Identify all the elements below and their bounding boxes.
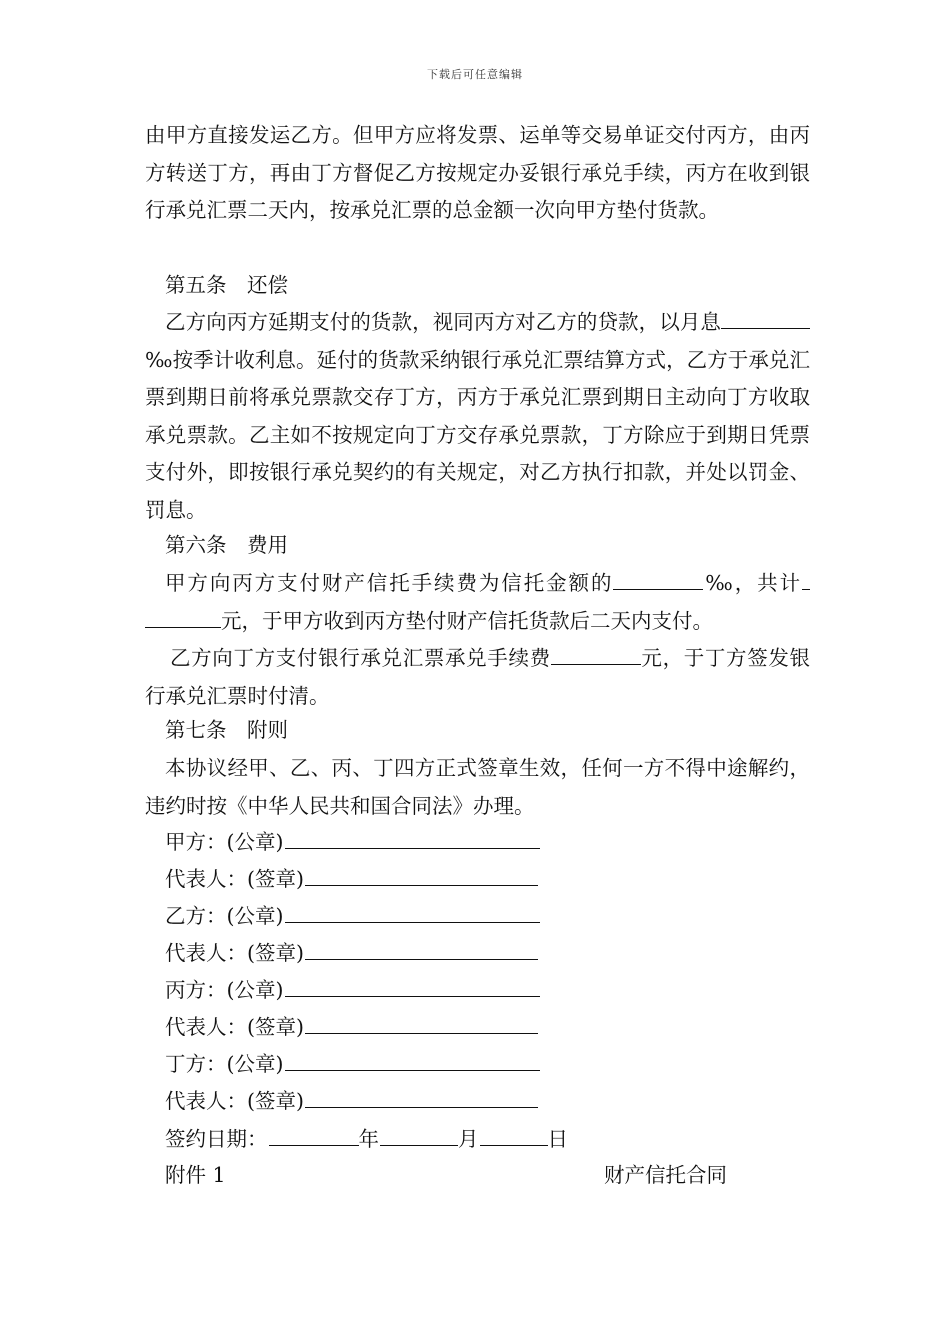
date-label: 签约日期： xyxy=(165,1127,268,1151)
day-label: 日 xyxy=(547,1127,568,1151)
acceptance-fee-blank xyxy=(551,642,641,665)
signature-row xyxy=(165,826,540,856)
article-5-paragraph xyxy=(145,304,810,529)
signature-label: 丁方：(公章) xyxy=(165,1052,284,1076)
article-7-text: 本协议经甲、乙、丙、丁四方正式签章生效，任何一方不得中途解约，违约时按《中华人民共和国合同法》办理。 xyxy=(145,756,810,818)
paragraph-text: 由甲方直接发运乙方。但甲方应将发票、运单等交易单证交付丙方，由丙方转送丁方，再由丁方督促乙方按规定办妥银行承兑手续，丙方在收到银行承兑汇票二天内，按承兑汇票的总金额一次向甲方垫付货款。 xyxy=(145,123,810,222)
signature-row xyxy=(165,1048,540,1078)
article-6-text-2 xyxy=(145,640,810,715)
article-7-title: 第七条 附则 xyxy=(165,718,288,742)
contract-title: 财产信托合同 xyxy=(604,1163,727,1187)
signature-blank xyxy=(305,863,538,886)
month-blank xyxy=(380,1123,458,1146)
signature-label: 丙方：(公章) xyxy=(165,978,284,1002)
article-6-paragraph-2 xyxy=(145,640,810,715)
signature-row xyxy=(165,1085,538,1115)
art6-text-c: 元，于甲方收到丙方垫付财产信托货款后二天内支付。 xyxy=(221,608,713,633)
year-blank xyxy=(269,1123,359,1146)
signature-blank xyxy=(285,974,540,997)
art6-p2-text-a: 乙方向丁方支付银行承兑汇票承兑手续费 xyxy=(170,646,551,670)
signature-label: 代表人：(签章) xyxy=(165,1089,304,1113)
header-note: 下载后可任意编辑 xyxy=(427,68,523,81)
art6-text-a: 甲方向丙方支付财产信托手续费为信托金额的 xyxy=(165,571,614,595)
year-label: 年 xyxy=(358,1127,379,1151)
attachment-label: 附件 1 xyxy=(165,1163,226,1187)
art5-text-a: 乙方向丙方延期支付的货款，视同丙方对乙方的贷款，以月息 xyxy=(165,310,721,334)
month-label: 月 xyxy=(458,1127,479,1151)
interest-rate-blank-1 xyxy=(721,306,755,329)
signing-date-row xyxy=(165,1123,568,1153)
signature-row xyxy=(165,900,540,930)
continued-paragraph xyxy=(145,117,810,230)
article-6-text-1 xyxy=(145,565,810,640)
signature-row xyxy=(165,974,540,1004)
signature-row xyxy=(165,863,538,893)
fee-rate-blank xyxy=(613,567,703,590)
art6-text-b: ‰，共计 xyxy=(703,571,802,595)
signature-label: 代表人：(签章) xyxy=(165,941,304,965)
signature-blank xyxy=(285,1048,540,1071)
article-6-paragraph-1 xyxy=(145,565,810,640)
signature-row xyxy=(165,937,538,967)
art5-text-b: ‰按季计收利息。延付的货款采纳银行承兑汇票结算方式，乙方于承兑汇票到期日前将承兑票款交存丁方，丙方于承兑汇票到期日主动向丁方收取承兑票款。乙主如不按规定向丁方交存承兑票款，丁方除应于到期日凭票支付外，即按银行承兑契约的有关规定，对乙方执行扣款，并处以罚金、罚息。 xyxy=(145,347,810,522)
signature-blank xyxy=(305,1011,538,1034)
day-blank xyxy=(480,1123,548,1146)
signature-row xyxy=(165,1011,538,1041)
signature-label: 乙方：(公章) xyxy=(165,904,284,928)
art6-p2-text-b: 元，于丁方签发银行承兑汇票时付清。 xyxy=(145,646,811,708)
signature-label: 代表人：(签章) xyxy=(165,867,304,891)
signature-label: 甲方：(公章) xyxy=(165,830,284,854)
article-7-paragraph xyxy=(145,750,810,825)
article-5-text xyxy=(145,304,810,529)
total-blank-2 xyxy=(145,605,221,628)
article-5-title: 第五条 还偿 xyxy=(165,273,288,297)
signature-blank xyxy=(285,900,540,923)
interest-rate-blank-2 xyxy=(755,306,810,329)
signature-blank xyxy=(305,1085,538,1108)
signature-blank xyxy=(285,826,540,849)
signature-label: 代表人：(签章) xyxy=(165,1015,304,1039)
total-blank-1 xyxy=(802,567,810,590)
article-6-title: 第六条 费用 xyxy=(165,533,288,557)
signature-blank xyxy=(305,937,538,960)
